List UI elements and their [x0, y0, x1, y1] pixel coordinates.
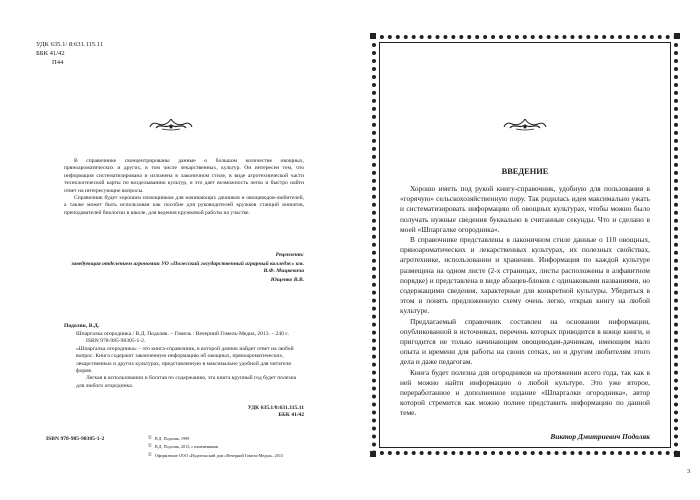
catalog-udk: УДК 635.1/8:631.115.11 [247, 405, 304, 411]
intro-paragraph: Книга будет полезна для огородников на протяжении всего года, так как в ней можно найти информацию о любой культуре. Это уже второе, переработанное и дополненное издание «Шпаргалки огородника», автор которой стремится как можно полнее представить информацию по данной теме. [400, 367, 650, 418]
intro-paragraph: Предлагаемый справочник составлен на основании информации, опубликованной в источниках, перечень которых приводится в конце книги, и пригодится не только начинающим овощеводам-дачникам, имеющим мало опыта и времени для работы на своих сотках, но и другим любителям этого дела и даже педагогам. [400, 316, 650, 367]
isbn: ISBN 978-985-90305-1-2 [46, 436, 105, 442]
page-title: ВВЕДЕНИЕ [501, 167, 549, 176]
reviewer-block [150, 252, 304, 259]
intro-paragraph: В справочнике представлены в лаконичном стиле данные о 110 овощных, пряноароматических и лекарственных культурах, их полезных свойствах, агротехнике, использовании и хранении. Информация по каждой культуре размещена на одном листе (2-х страницах, листы расположены в алфавитном порядке) и представлена в виде абзацев-блоков с одинаковыми названиями, но содержащими сведения, характерные для конкретной культуры. Убедиться в этом и понять предложенную схему очень легко, открыв книгу на любой культуре. [400, 235, 650, 316]
copyright-icon: © [148, 444, 152, 450]
ornament-vignette-icon [502, 117, 548, 131]
reviewer-label: Рецензент: [275, 252, 304, 258]
introduction-text [400, 184, 650, 419]
catalog-author: Подоляк, В.Д. [64, 323, 100, 329]
copyright-icon: © [148, 452, 152, 458]
intro-paragraph: Хорошо иметь под рукой книгу-справочник, удобную для пользования в «горячую» сельскохозяйственную пору. Так родилась идея максимально ужать и систематизировать информацию об овощных культурах, чтобы можно было получать нужные сведения буквально в считанные секунды. Что и сделано в моей «Шпаргалке огородника». [400, 184, 650, 234]
author-mark: П44 [52, 59, 64, 66]
copyright-block [148, 436, 283, 458]
copyright-icon: © [148, 436, 152, 441]
annotation [64, 158, 304, 217]
catalog-description: Легкая в использовании и богатая по содержанию, эта книга крупный год будет полезна для любого огородника. [76, 375, 297, 389]
ornament-vignette-icon [148, 117, 194, 131]
catalog-description: «Шпаргалка огородника» – это книга-справочник, в которой дачник найдет ответ на любой вопрос. Книга содержит законченную информацию об овощных, пряноароматических, лекарственных и других культурах, представленную в максимально удобной для читателя форме. [76, 345, 294, 375]
catalog-card [76, 331, 304, 390]
udk-line: УДК 635.1/ 8:631.115.11 [36, 41, 104, 48]
bbk-line: ББК 41/42 [36, 50, 65, 57]
reviewer-position: заведующая отделением агрономии УО «Полесский государственный аграрный колледж» им. В.Ф. Мицкевича [71, 261, 304, 275]
catalog-entry: Шпаргалка огородника / В.Д. Подоляк. – Гомель : Вечерний Гомель-Медиа, 2013. – 240 с. [76, 331, 290, 337]
copyright-line: © В.Д. Подоляк, 2013, с изменениями [148, 444, 219, 450]
catalog-bbk: ББК 41/42 [278, 412, 304, 418]
frame-corner-icon [674, 33, 680, 39]
reviewer-name: Ющенко В.В. [270, 277, 304, 283]
frame-corner-icon [370, 451, 376, 457]
annotation-paragraph: В справочнике сконцентрированы данные о большом количестве овощных, пряноароматических и других, в том числе лекарственных, культур. Он интересен тем, что информация систематизирована и изложена в лаконичном стиле, в виде агротехнической части технологической карты по возделыванию культур, и это дает возможность легко и быстро найти ответ на интересующие вопросы. [64, 158, 304, 194]
page-number: 3 [687, 468, 691, 475]
copyright-line: © В.Д. Подоляк, 1999 [148, 436, 190, 441]
frame-corner-icon [370, 33, 376, 39]
catalog-isbn: ISBN 978-985-90305-1-2. [86, 338, 146, 345]
copyright-line: © Оформление ООО «Издательский дом «Вечерний Гомель-Медиа», 2013 [148, 452, 284, 458]
frame-corner-icon [674, 451, 680, 457]
right-page [350, 0, 700, 500]
author-signature: Виктор Дмитриевич Подоляк [550, 432, 650, 441]
annotation-paragraph: Справочник будет хорошим помощником для начинающих дачников и овощеводов-любителей, а также может быть использован как пособие для руководителей кружков станций юннатов, преподавателей биологии в школе, для ведения кружковой работы на участке. [64, 195, 304, 216]
